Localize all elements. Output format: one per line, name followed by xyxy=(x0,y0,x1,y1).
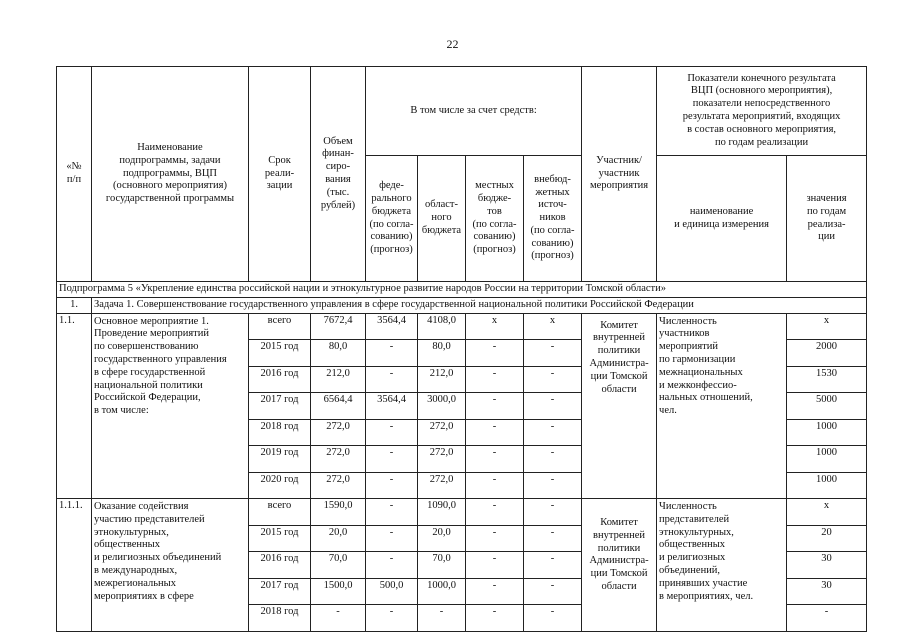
federal-cell xyxy=(366,419,418,446)
year-cell xyxy=(249,313,311,340)
indicator-value-cell xyxy=(787,499,867,526)
indicator-value-cell xyxy=(787,393,867,420)
extra-cell-text: - xyxy=(550,394,555,406)
extra-cell-text: - xyxy=(550,473,555,485)
task-text: Задача 1. Совершенствование государственного управления в сфере государственной национальной политики Российской Федерации xyxy=(92,297,867,313)
participant-cell xyxy=(582,499,657,632)
year-cell xyxy=(249,552,311,579)
local-cell xyxy=(466,340,524,367)
regional-cell-text: 70,0 xyxy=(432,553,451,565)
extra-cell-text: - xyxy=(550,606,555,618)
indicator-name-cell xyxy=(657,499,787,632)
extra-cell xyxy=(524,446,582,473)
total-cell xyxy=(311,366,366,393)
indicator-value-cell xyxy=(787,605,867,632)
header-regional: област- ного бюджета xyxy=(418,156,466,282)
total-cell-text: 1590,0 xyxy=(323,500,353,512)
regional-cell-text: 80,0 xyxy=(432,341,451,353)
regional-cell-text: 212,0 xyxy=(429,367,454,379)
year-cell-text: 2020 год xyxy=(260,473,299,485)
federal-cell-text: - xyxy=(389,526,394,538)
total-cell-text: 212,0 xyxy=(326,367,350,379)
indicator-value-cell-text: 20 xyxy=(821,526,832,538)
total-cell xyxy=(311,605,366,632)
header-local: местных бюдже- тов (по согла- сованию) (прогноз) xyxy=(466,156,524,282)
year-cell-text: 2019 год xyxy=(260,447,299,459)
extra-cell-text: - xyxy=(550,553,555,565)
indicator-value-cell xyxy=(787,313,867,340)
indicator-value-cell xyxy=(787,525,867,552)
total-cell-text: 272,0 xyxy=(326,420,350,432)
regional-cell-text: - xyxy=(439,606,444,618)
regional-cell-text: 3000,0 xyxy=(427,394,456,406)
federal-cell-text: 3564,4 xyxy=(377,314,406,326)
year-cell-text: 2015 год xyxy=(260,526,299,538)
event-num-text: 1.1. xyxy=(59,314,75,326)
year-cell xyxy=(249,525,311,552)
extra-cell xyxy=(524,525,582,552)
regional-cell xyxy=(418,366,466,393)
indicator-value-cell-text: 5000 xyxy=(816,394,838,406)
indicator-value-cell-text: x xyxy=(823,500,830,512)
total-cell-text: 70,0 xyxy=(328,553,348,565)
header-ind-name: наименование и единица измерения xyxy=(657,156,787,282)
local-cell xyxy=(466,472,524,499)
extra-cell-text: - xyxy=(550,500,555,512)
regional-cell-text: 1090,0 xyxy=(427,500,456,512)
local-cell xyxy=(466,605,524,632)
year-cell-text: 2016 год xyxy=(260,553,299,565)
extra-cell-text: - xyxy=(550,447,555,459)
year-cell xyxy=(249,472,311,499)
participant-cell-text: Комитет внутренней политики Администра- ции Томской области xyxy=(589,517,649,593)
header-sources-group: В том числе за счет средств: xyxy=(366,67,582,156)
regional-cell-text: 272,0 xyxy=(429,447,454,459)
federal-cell xyxy=(366,578,418,605)
regional-cell xyxy=(418,499,466,526)
regional-cell xyxy=(418,446,466,473)
local-cell-text: - xyxy=(492,341,497,353)
local-cell-text: - xyxy=(492,447,497,459)
local-cell xyxy=(466,393,524,420)
indicator-value-cell xyxy=(787,419,867,446)
regional-cell xyxy=(418,313,466,340)
total-cell xyxy=(311,499,366,526)
participant-cell-text: Комитет внутренней политики Администра- ции Томской области xyxy=(589,319,649,395)
header-participant: Участник/ участник мероприятия xyxy=(582,67,657,282)
indicator-value-cell-text: 1000 xyxy=(816,447,838,459)
extra-cell-text: - xyxy=(550,367,555,379)
event-num xyxy=(57,499,92,632)
header-term: Срок реали- зации xyxy=(249,67,311,282)
total-cell-text: 272,0 xyxy=(326,473,350,485)
federal-cell xyxy=(366,366,418,393)
local-cell-text: - xyxy=(492,394,497,406)
local-cell-text: - xyxy=(492,367,497,379)
event-name-text: Оказание содействия участию представителей этнокультурных, общественных и религиозных объединений в международных, межрегиональных мероприятиях в сфере xyxy=(94,501,222,602)
regional-cell xyxy=(418,552,466,579)
total-cell-text: 6564,4 xyxy=(323,394,353,406)
year-cell xyxy=(249,366,311,393)
event-num xyxy=(57,313,92,499)
header-federal: феде- рального бюджета (по согла- сованию) (прогноз) xyxy=(366,156,418,282)
federal-cell-text: - xyxy=(389,420,394,432)
year-cell-text: 2018 год xyxy=(260,420,299,432)
year-cell-text: всего xyxy=(267,314,292,326)
extra-cell xyxy=(524,578,582,605)
page-number: 22 xyxy=(446,37,459,51)
extra-cell-text: - xyxy=(550,526,555,538)
extra-cell-text: - xyxy=(550,420,555,432)
year-cell-text: всего xyxy=(267,500,292,512)
regional-cell xyxy=(418,472,466,499)
total-cell-text: 1500,0 xyxy=(323,579,353,591)
event-name xyxy=(92,313,249,499)
indicator-value-cell-text: 1530 xyxy=(816,367,838,379)
federal-cell-text: - xyxy=(389,447,394,459)
local-cell-text: - xyxy=(492,420,497,432)
indicator-name-cell xyxy=(657,313,787,499)
extra-cell xyxy=(524,340,582,367)
total-cell xyxy=(311,393,366,420)
federal-cell-text: - xyxy=(389,341,394,353)
extra-cell xyxy=(524,472,582,499)
year-cell xyxy=(249,393,311,420)
program-table xyxy=(56,66,867,632)
local-cell xyxy=(466,446,524,473)
total-cell-text: 20,0 xyxy=(328,526,348,538)
event-num-text: 1.1.1. xyxy=(59,500,83,512)
extra-cell xyxy=(524,419,582,446)
total-cell-text: - xyxy=(336,606,340,618)
extra-cell-text: - xyxy=(550,579,555,591)
indicator-name-cell-text: Численность участников мероприятий по гармонизации межнациональных и межконфессио- нальных отношений, чел. xyxy=(659,315,753,417)
local-cell-text: - xyxy=(492,579,497,591)
total-cell-text: 272,0 xyxy=(326,447,350,459)
year-cell-text: 2018 год xyxy=(260,606,299,618)
extra-cell xyxy=(524,499,582,526)
local-cell-text: - xyxy=(492,553,497,565)
regional-cell xyxy=(418,340,466,367)
regional-cell-text: 272,0 xyxy=(429,473,454,485)
federal-cell-text: - xyxy=(389,367,394,379)
federal-cell xyxy=(366,313,418,340)
indicator-value-cell-text: 1000 xyxy=(816,473,838,485)
total-cell xyxy=(311,552,366,579)
total-cell xyxy=(311,578,366,605)
federal-cell xyxy=(366,446,418,473)
header-ind-values: значения по годам реализа- ции xyxy=(787,156,867,282)
header-extra: внебюд- жетных источ- ников (по согла- сованию) (прогноз) xyxy=(524,156,582,282)
participant-cell xyxy=(582,313,657,499)
extra-cell xyxy=(524,313,582,340)
regional-cell xyxy=(418,605,466,632)
header-indicators-group: Показатели конечного результата ВЦП (основного мероприятия), показатели непосредственного результата мероприятий, входящих в состав основного мероприятия, по годам реализации xyxy=(657,67,867,156)
indicator-value-cell-text: 2000 xyxy=(816,341,838,353)
year-cell-text: 2017 год xyxy=(260,394,299,406)
extra-cell xyxy=(524,552,582,579)
local-cell xyxy=(466,525,524,552)
subprogram-row: Подпрограмма 5 «Укрепление единства российской нации и этнокультурное развитие народов России на территории Томской области» xyxy=(57,282,867,298)
regional-cell xyxy=(418,393,466,420)
year-cell-text: 2015 год xyxy=(260,341,299,353)
federal-cell xyxy=(366,605,418,632)
local-cell xyxy=(466,313,524,340)
indicator-value-cell-text: 30 xyxy=(821,553,832,565)
local-cell-text: - xyxy=(492,526,497,538)
local-cell xyxy=(466,552,524,579)
regional-cell-text: 4108,0 xyxy=(427,314,456,326)
total-cell xyxy=(311,340,366,367)
federal-cell xyxy=(366,499,418,526)
year-cell-text: 2016 год xyxy=(260,367,299,379)
extra-cell xyxy=(524,605,582,632)
local-cell-text: - xyxy=(492,473,497,485)
federal-cell-text: - xyxy=(389,500,394,512)
regional-cell-text: 1000,0 xyxy=(427,579,456,591)
indicator-value-cell-text: 30 xyxy=(821,579,832,591)
local-cell xyxy=(466,366,524,393)
task-num: 1. xyxy=(57,297,92,313)
local-cell xyxy=(466,578,524,605)
federal-cell-text: - xyxy=(389,553,394,565)
total-cell xyxy=(311,313,366,340)
federal-cell xyxy=(366,525,418,552)
extra-cell xyxy=(524,366,582,393)
year-cell xyxy=(249,578,311,605)
indicator-value-cell-text: 1000 xyxy=(816,420,838,432)
indicator-value-cell-text: x xyxy=(823,314,830,326)
regional-cell xyxy=(418,578,466,605)
table-row xyxy=(57,499,867,526)
regional-cell xyxy=(418,525,466,552)
total-cell xyxy=(311,525,366,552)
federal-cell xyxy=(366,393,418,420)
extra-cell-text: x xyxy=(549,314,556,326)
table-row xyxy=(57,313,867,340)
year-cell xyxy=(249,499,311,526)
header-name: Наименование подпрограммы, задачи подпрограммы, ВЦП (основного мероприятия) государственной программы xyxy=(92,67,249,282)
local-cell-text: - xyxy=(492,500,497,512)
regional-cell-text: 20,0 xyxy=(432,526,451,538)
federal-cell xyxy=(366,340,418,367)
extra-cell xyxy=(524,393,582,420)
local-cell xyxy=(466,499,524,526)
year-cell xyxy=(249,605,311,632)
header-volume: Объем финан- сиро- вания (тыс. рублей) xyxy=(311,67,366,282)
indicator-value-cell xyxy=(787,472,867,499)
total-cell xyxy=(311,472,366,499)
total-cell xyxy=(311,446,366,473)
local-cell-text: - xyxy=(492,606,497,618)
year-cell-text: 2017 год xyxy=(260,579,299,591)
year-cell xyxy=(249,340,311,367)
year-cell xyxy=(249,446,311,473)
federal-cell xyxy=(366,552,418,579)
indicator-name-cell-text: Численность представителей этнокультурных, общественных и религиозных объединений, принявших участие в мероприятиях, чел. xyxy=(659,501,754,602)
indicator-value-cell xyxy=(787,552,867,579)
federal-cell-text: - xyxy=(389,606,394,618)
regional-cell xyxy=(418,419,466,446)
federal-cell-text: 500,0 xyxy=(379,579,404,591)
total-cell xyxy=(311,419,366,446)
federal-cell-text: 3564,4 xyxy=(377,394,406,406)
header-num: «№ п/п xyxy=(57,67,92,282)
federal-cell xyxy=(366,472,418,499)
local-cell xyxy=(466,419,524,446)
total-cell-text: 7672,4 xyxy=(323,314,353,326)
extra-cell-text: - xyxy=(550,341,555,353)
indicator-value-cell xyxy=(787,578,867,605)
year-cell xyxy=(249,419,311,446)
indicator-value-cell xyxy=(787,446,867,473)
event-name xyxy=(92,499,249,632)
total-cell-text: 80,0 xyxy=(328,341,348,353)
federal-cell-text: - xyxy=(389,473,394,485)
indicator-value-cell xyxy=(787,366,867,393)
event-name-text: Основное мероприятие 1. Проведение мероприятий по совершенствованию государственного управления в сфере государственной национальной политики Российской Федерации, в том числе: xyxy=(94,315,227,417)
local-cell-text: x xyxy=(491,314,498,326)
indicator-value-cell xyxy=(787,340,867,367)
regional-cell-text: 272,0 xyxy=(429,420,454,432)
indicator-value-cell-text: - xyxy=(824,606,829,618)
